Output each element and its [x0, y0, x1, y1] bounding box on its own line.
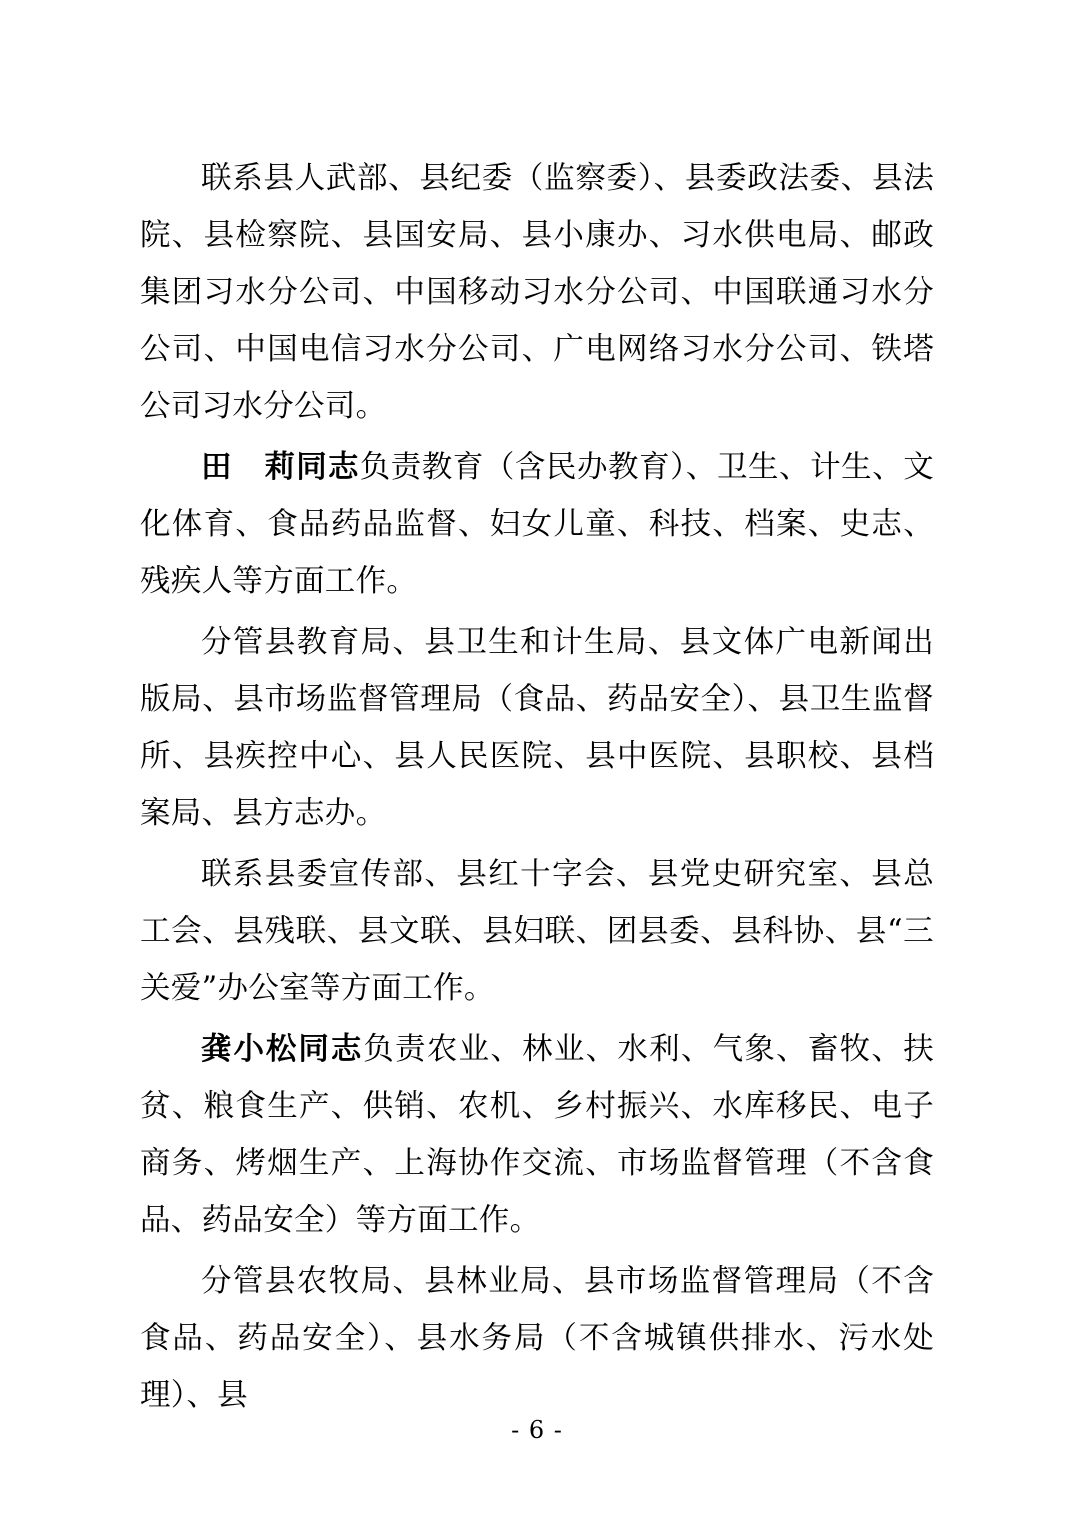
paragraph-text: 分管县教育局、县卫生和计生局、县文体广电新闻出版局、县市场监督管理局（食品、药品安全）、县卫生监督所、县疾控中心、县人民医院、县中医院、县职校、县档案局、县方志办。 — [140, 625, 934, 831]
paragraph — [140, 846, 934, 1017]
paragraph — [140, 1253, 934, 1424]
paragraph — [140, 1021, 934, 1249]
paragraph — [140, 614, 934, 842]
paragraph-text: 负责农业、林业、水利、气象、畜牧、扶贫、粮食生产、供销、农机、乡村振兴、水库移民、电子商务、烤烟生产、上海协作交流、市场监督管理（不含食品、药品安全）等方面工作。 — [140, 1032, 934, 1238]
paragraph-text: 分管县农牧局、县林业局、县市场监督管理局（不含食品、药品安全）、县水务局（不含城镇供排水、污水处理）、县 — [140, 1264, 934, 1413]
paragraph — [140, 439, 934, 610]
paragraph-text: 联系县委宣传部、县红十字会、县党史研究室、县总工会、县残联、县文联、县妇联、团县委、县科协、县“三关爱”办公室等方面工作。 — [140, 857, 934, 1006]
paragraph-lead-name: 田 莉同志 — [201, 450, 360, 485]
paragraph-text: 负责教育（含民办教育）、卫生、计生、文化体育、食品药品监督、妇女儿童、科技、档案、史志、残疾人等方面工作。 — [140, 450, 935, 599]
paragraph-lead-name: 龚小松同志 — [201, 1032, 364, 1067]
paragraph — [140, 150, 934, 435]
document-body — [140, 150, 934, 1424]
paragraph-text: 联系县人武部、县纪委（监察委）、县委政法委、县法院、县检察院、县国安局、县小康办、习水供电局、邮政集团习水分公司、中国移动习水分公司、中国联通习水分公司、中国电信习水分公司、广电网络习水分公司、铁塔公司习水分公司。 — [140, 161, 934, 424]
page-number: - 6 - — [511, 1416, 563, 1444]
